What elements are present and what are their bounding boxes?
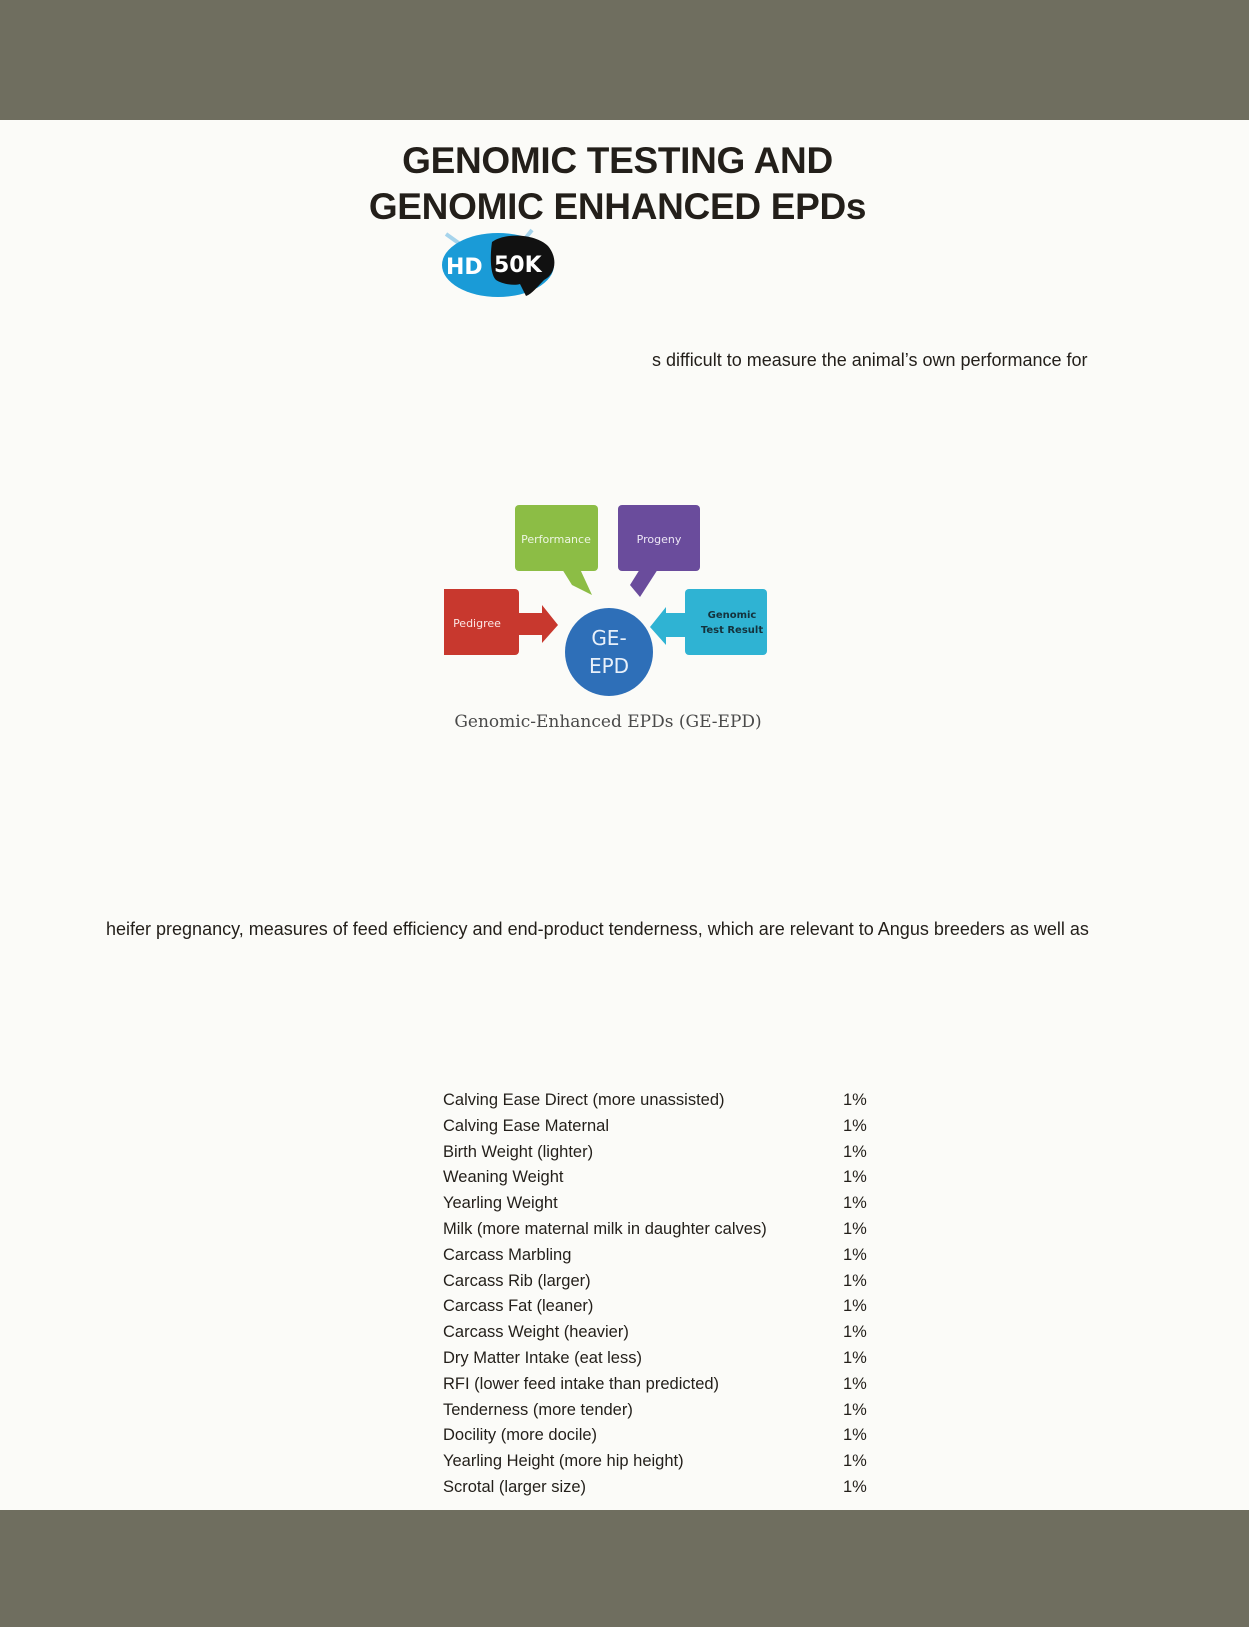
trait-name: Weaning Weight — [443, 1168, 564, 1187]
trait-row — [443, 1423, 873, 1449]
trait-row — [443, 1243, 873, 1269]
trait-value: 1% — [843, 1452, 867, 1471]
trait-row — [443, 1294, 873, 1320]
trait-value: 1% — [843, 1245, 867, 1264]
progeny-label: Progeny — [636, 533, 682, 546]
page-title-line2: GENOMIC ENHANCED EPDs — [368, 186, 867, 227]
trait-row — [443, 1269, 873, 1295]
trait-row — [443, 1191, 873, 1217]
trait-value: 1% — [843, 1168, 867, 1187]
trait-row — [443, 1140, 873, 1166]
trait-value: 1% — [843, 1348, 867, 1367]
trait-row — [443, 1165, 873, 1191]
trait-row — [443, 1475, 873, 1501]
genomic-box — [685, 589, 767, 655]
body-text-fragment-1: s difficult to measure the animal’s own performance for — [652, 350, 1088, 370]
logo-50k-text: 50K — [494, 253, 542, 278]
trait-row — [443, 1372, 873, 1398]
trait-name: Yearling Weight — [443, 1194, 558, 1213]
performance-label: Performance — [521, 533, 591, 546]
trait-value: 1% — [843, 1323, 867, 1342]
logo-hd-text: HD — [446, 255, 483, 280]
page-title-line1: GENOMIC TESTING AND — [402, 140, 833, 181]
center-label-line1: GE- — [591, 626, 627, 650]
ge-epd-diagram — [444, 505, 779, 740]
trait-value: 1% — [843, 1477, 867, 1496]
performance-arrow — [562, 569, 592, 595]
trait-value: 1% — [843, 1091, 867, 1109]
trait-row — [443, 1320, 873, 1346]
trait-row — [443, 1114, 873, 1140]
top-banner — [0, 0, 1249, 120]
trait-name: Carcass Fat (leaner) — [443, 1297, 594, 1316]
diagram-caption: Genomic-Enhanced EPDs (GE-EPD) — [454, 712, 762, 732]
trait-name: Carcass Marbling — [443, 1245, 572, 1264]
genomic-label-line1: Genomic — [707, 610, 757, 621]
trait-value: 1% — [843, 1219, 867, 1238]
trait-name: Tenderness (more tender) — [443, 1400, 633, 1419]
trait-row — [443, 1217, 873, 1243]
trait-row — [443, 1088, 873, 1114]
progeny-arrow — [630, 569, 658, 597]
trait-name: Docility (more docile) — [443, 1426, 598, 1445]
trait-name: Milk (more maternal milk in daughter calves) — [443, 1219, 767, 1238]
trait-name: Birth Weight (lighter) — [443, 1142, 594, 1161]
hd50k-logo-icon — [440, 222, 572, 302]
trait-name: Carcass Weight (heavier) — [443, 1323, 629, 1342]
trait-value: 1% — [843, 1426, 867, 1445]
trait-name: Scrotal (larger size) — [443, 1477, 587, 1496]
trait-value: 1% — [843, 1271, 867, 1290]
trait-value: 1% — [843, 1374, 867, 1393]
trait-name: Carcass Rib (larger) — [443, 1271, 591, 1290]
trait-row — [443, 1398, 873, 1424]
bottom-banner — [0, 1510, 1249, 1627]
center-label-line2: EPD — [588, 654, 630, 678]
trait-value: 1% — [843, 1194, 867, 1213]
pedigree-label: Pedigree — [453, 617, 501, 630]
body-text-fragment-2: heifer pregnancy, measures of feed efficiency and end-product tenderness, which are relevant to Angus breeders as well as — [106, 919, 1089, 939]
genomic-label-line2: Test Result — [700, 625, 764, 636]
trait-name: Dry Matter Intake (eat less) — [443, 1348, 642, 1367]
genomic-arrow — [650, 607, 686, 645]
trait-row — [443, 1346, 873, 1372]
pedigree-arrow — [518, 605, 558, 643]
trait-name: RFI (lower feed intake than predicted) — [443, 1374, 720, 1393]
trait-value: 1% — [843, 1142, 867, 1161]
trait-name: Yearling Height (more hip height) — [443, 1452, 684, 1471]
trait-value: 1% — [843, 1116, 867, 1135]
trait-name: Calving Ease Direct (more unassisted) — [443, 1091, 725, 1109]
trait-row — [443, 1449, 873, 1475]
trait-value: 1% — [843, 1400, 867, 1419]
trait-value: 1% — [843, 1297, 867, 1316]
trait-name: Calving Ease Maternal — [443, 1116, 609, 1135]
trait-list — [443, 1088, 873, 1501]
ge-epd-center-circle — [565, 608, 653, 696]
